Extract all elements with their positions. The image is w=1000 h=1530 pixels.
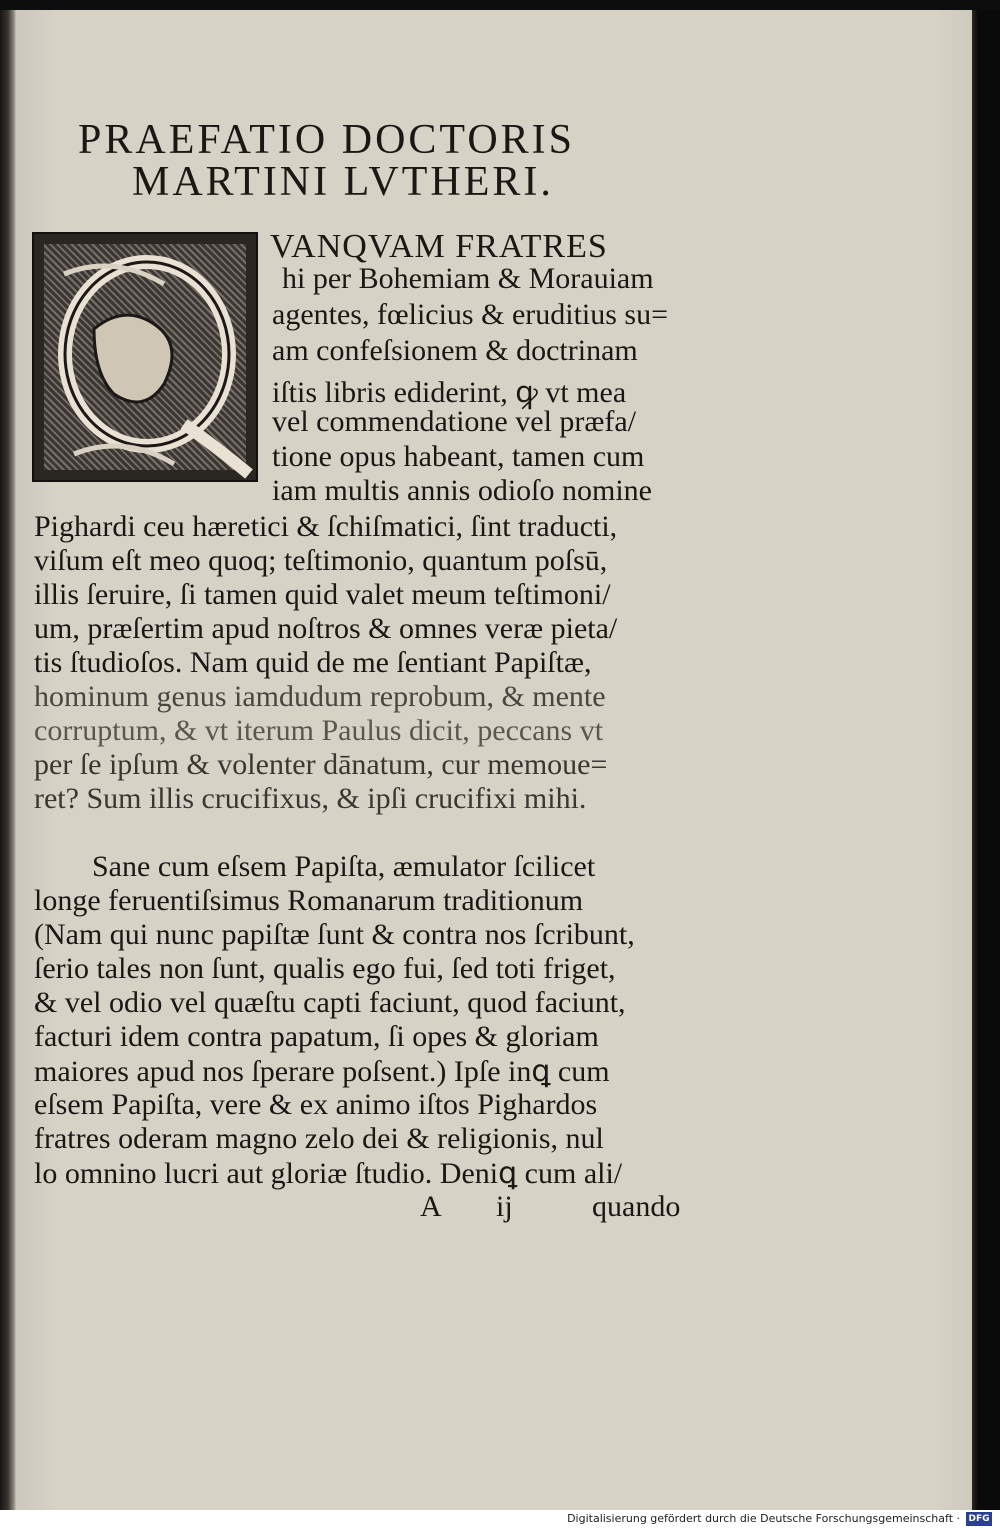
text-line: Pighardi ceu hæretici & ſchiſmatici, ſint traducti, <box>34 510 618 543</box>
text-line: tis ſtudioſos. Nam quid de me ſentiant Papiſtæ, <box>34 646 592 679</box>
text-line: (Nam qui nunc papiſtæ ſunt & contra nos ſcribunt, <box>34 918 635 951</box>
text-line: & vel odio vel quæſtu capti faciunt, quod faciunt, <box>34 986 626 1019</box>
text-line: lo omnino lucri aut gloriæ ſtudio. Deniꝗ cum ali/ <box>34 1157 623 1190</box>
text-line: iſtis libris ediderint, ꝙ vt mea <box>272 376 627 409</box>
text-line: illis ſeruire, ſi tamen quid valet meum teſtimoni/ <box>34 578 611 611</box>
text-line: iam multis annis odioſo nomine <box>272 474 652 507</box>
text-line: viſum eſt meo quoq; teſtimonio, quantum poſsū, <box>34 544 608 577</box>
initial-q-icon <box>34 234 260 484</box>
text-line: corruptum, & vt iterum Paulus dicit, peccans vt <box>34 714 604 747</box>
text-line: longe feruentiſsimus Romanarum traditionum <box>34 884 584 917</box>
text-line: fratres oderam magno zelo dei & religionis, nul <box>34 1122 604 1155</box>
text-line: vel commendatione vel præfa/ <box>272 405 637 438</box>
digitization-credit: Digitalisierung gefördert durch die Deutsche Forschungsgemeinschaft · <box>567 1512 960 1525</box>
text-line: hominum genus iamdudum reprobum, & mente <box>34 680 606 713</box>
text-line: eſsem Papiſta, vere & ex animo iſtos Pighardos <box>34 1088 598 1121</box>
signature-number: ij <box>496 1190 513 1223</box>
page-title-line-1: PRAEFATIO DOCTORIS <box>78 117 576 163</box>
text-line: ſerio tales non ſunt, qualis ego fui, ſed toti friget, <box>34 952 616 985</box>
book-gutter-shadow <box>0 10 16 1510</box>
scan-right-border <box>972 10 1000 1510</box>
scan-top-border <box>0 0 1000 10</box>
text-line: hi per Bohemiam & Morauiam <box>282 262 654 295</box>
page-title-line-2: MARTINI LVTHERI. <box>132 159 554 205</box>
text-line: maiores apud nos ſperare poſsent.) Ipſe inꝗ cum <box>34 1055 610 1088</box>
catchword: quando <box>592 1190 681 1223</box>
text-line: ret? Sum illis crucifixus, & ipſi crucifixi mihi. <box>34 782 587 815</box>
text-line: um, præſertim apud noſtros & omnes veræ pieta/ <box>34 612 618 645</box>
text-line: am confeſsionem & doctrinam <box>272 334 638 367</box>
text-line: facturi idem contra papatum, ſi opes & gloriam <box>34 1020 599 1053</box>
signature-mark: A <box>420 1190 442 1223</box>
decorated-initial-woodcut <box>32 232 258 482</box>
text-line: agentes, fœlicius & eruditius su= <box>272 298 669 331</box>
text-line: per ſe ipſum & volenter dānatum, cur memoue= <box>34 748 608 781</box>
text-line: VANQVAM FRATRES <box>270 228 608 265</box>
text-line: tione opus habeant, tamen cum <box>272 440 645 473</box>
text-line: Sane cum eſsem Papiſta, æmulator ſcilicet <box>92 850 596 883</box>
dfg-logo-icon: DFG <box>966 1512 992 1526</box>
